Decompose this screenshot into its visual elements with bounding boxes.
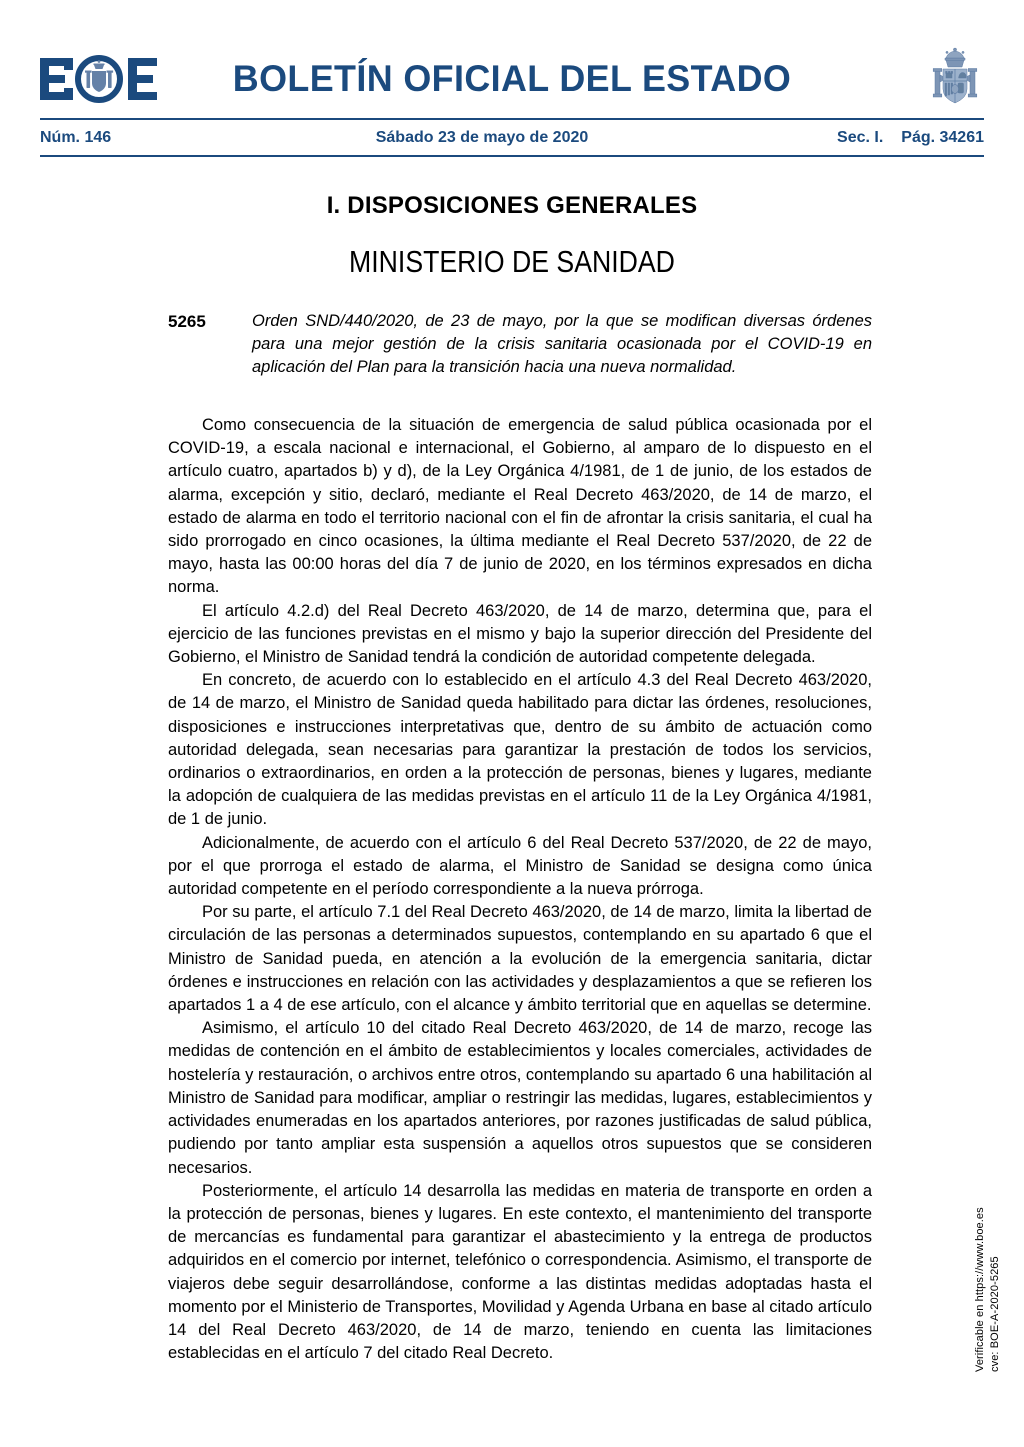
cve-code: cve: BOE-A-2020-5265 — [989, 1256, 1001, 1372]
body-paragraph: Como consecuencia de la situación de emergencia de salud pública ocasionada por el COVID-19, a escala nacional e internacional, el Gobierno, al amparo de lo dispuesto en el artículo cuatro, apartados b) y d), de la Ley Orgánica 4/1981, de 1 de junio, de los estados de alarma, excepción y sitio, declaró, mediante el Real Decreto 463/2020, de 14 de marzo, el estado de alarma en todo el territorio nacional con el fin de afrontar la crisis sanitaria, el cual ha sido prorrogado en cinco ocasiones, la última mediante el Real Decreto 537/2020, de 22 de mayo, hasta las 00:00 horas del día 7 de junio de 2020, en los términos expresados en dicha norma. — [168, 416, 872, 597]
body-paragraph: El artículo 4.2.d) del Real Decreto 463/2020, de 14 de marzo, determina que, para el ejercicio de las funciones previstas en el mismo y bajo la superior dirección del Presidente del Gobierno, el Ministro de Sanidad tendrá la condición de autoridad competente delegada. — [168, 601, 872, 667]
coat-of-arms-container — [866, 47, 984, 111]
body-paragraph: Por su parte, el artículo 7.1 del Real Decreto 463/2020, de 14 de marzo, limita la libertad de circulación de las personas a determinados supuestos, contemplando en su apartado 6 que el Ministro de Sanidad pueda, en atención a la evolución de la emergencia sanitaria, dictar órdenes e instrucciones en relación con las actividades y desplazamientos a que se refieren los apartados 1 a 4 de ese artículo, con el alcance y ámbito territorial que en aquellas se determine. — [168, 903, 872, 1015]
body-paragraph: Adicionalmente, de acuerdo con el artículo 6 del Real Decreto 537/2020, de 22 de mayo, por el que prorroga el estado de alarma, el Ministro de Sanidad se designa como única autoridad competente en el período correspondiente a la nueva prórroga. — [168, 833, 872, 899]
section-label: Sec. I. — [837, 128, 884, 146]
page-number: Pág. 34261 — [901, 128, 984, 146]
info-bar — [40, 122, 984, 153]
header-rule-top — [40, 118, 984, 120]
disposition-number: 5265 — [168, 312, 206, 331]
body-paragraph: Posteriormente, el artículo 14 desarrolla las medidas en materia de transporte en orden a la protección de personas, bienes y lugares. En este contexto, el mantenimiento del transporte de mercancías es fundamental para garantizar el abastecimiento y la entrega de productos adquiridos en el comercio por internet, telefónico o correspondencia. Asimismo, el transporte de viajeros debe seguir desarrollándose, conforme a las distintas medidas adoptadas hasta el momento por el Ministerio de Transportes, Movilidad y Agenda Urbana en base al citado artículo 14 del Real Decreto 463/2020, de 14 de marzo, teniendo en cuenta las limitaciones establecidas en el artículo 7 del citado Real Decreto. — [168, 1181, 872, 1363]
verification-url: Verificable en https://www.boe.es — [974, 1207, 986, 1372]
body-paragraph: Asimismo, el artículo 10 del citado Real Decreto 463/2020, de 14 de marzo, recoge las medidas de contención en el ámbito de establecimientos y locales comerciales, actividades de hostelería y restauración, o archivos entre otros, contemplando su apartado 6 una habilitación al Ministro de Sanidad para modificar, ampliar o restringir las medidas, lugares, establecimientos y actividades enumeradas en los apartados anteriores, por razones justificadas de salud pública, pudiendo por tanto ampliar esta suspensión a aquellos otros supuestos que se consideren necesarios. — [168, 1019, 872, 1177]
spanish-coat-of-arms-icon — [926, 47, 984, 111]
issue-number: Núm. 146 — [40, 128, 112, 146]
masthead — [40, 46, 984, 112]
body-paragraph: En concreto, de acuerdo con lo establecido en el artículo 4.3 del Real Decreto 463/2020, de 14 de marzo, el Ministro de Sanidad queda habilitado para dictar las órdenes, resoluciones, disposiciones e instrucciones interpretativas que, dentro de su ámbito de actuación como autoridad delegada, sean necesarias para garantizar la prestación de todos los servicios, ordinarios o extraordinarios, en orden a la protección de personas, bienes y lugares, mediante la adopción de cualquiera de las medidas previstas en el artículo 11 de la Ley Orgánica 4/1981, de 1 de junio. — [168, 671, 872, 829]
section-heading: I. DISPOSICIONES GENERALES — [326, 192, 698, 219]
document-body — [168, 414, 872, 1365]
publication-date: Sábado 23 de mayo de 2020 — [375, 128, 589, 146]
disposition-title: Orden SND/440/2020, de 23 de mayo, por la que se modifican diversas órdenes para una mejor gestión de la crisis sanitaria ocasionada por el COVID-19 en aplicación del Plan para la transición hacia una nueva normalidad. — [252, 312, 872, 376]
section-page-group — [724, 129, 984, 147]
masthead-title: BOLETÍN OFICIAL DEL ESTADO — [232, 58, 792, 99]
verification-sidebar — [974, 1152, 1002, 1372]
header-rule-bottom — [40, 155, 984, 157]
ministry-heading: MINISTERIO DE SANIDAD — [349, 244, 675, 279]
boe-logo-icon — [40, 55, 158, 103]
disposition-item — [168, 310, 872, 379]
